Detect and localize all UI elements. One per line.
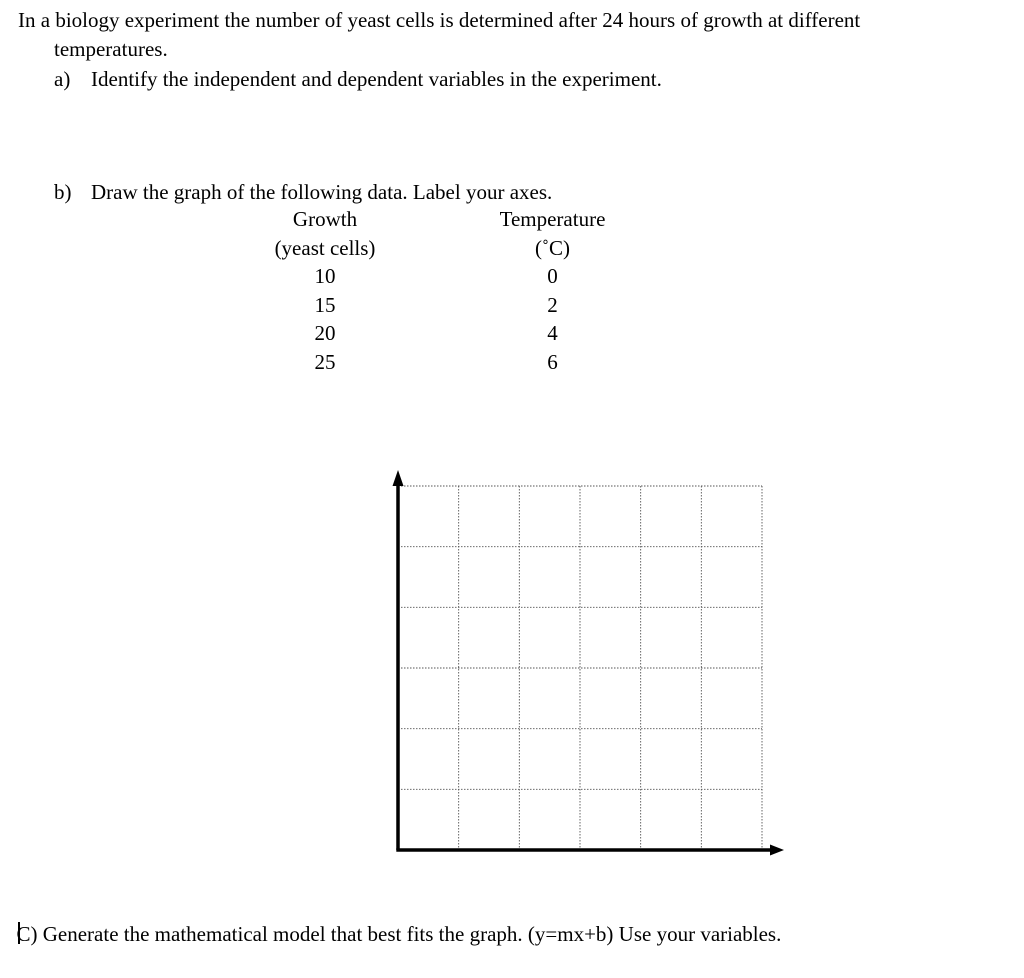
y-axis-arrow-icon: [393, 470, 404, 486]
growth-column: [240, 205, 410, 376]
grid-lines: [398, 486, 762, 850]
growth-value: 10: [314, 264, 336, 288]
question-b-marker: b): [54, 180, 72, 204]
temperature-value: 2: [547, 292, 558, 317]
intro-line-2: temperatures.: [54, 37, 168, 61]
question-b-text: Draw the graph of the following data. Label your axes.: [91, 180, 553, 204]
growth-value: 25: [314, 349, 336, 374]
growth-value: 15: [314, 292, 336, 317]
temperature-value: 0: [547, 264, 558, 288]
intro-line-1: In a biology experiment the number of yeast cells is determined after 24 hours of growth at different: [18, 8, 861, 32]
temperature-unit: (˚C): [535, 235, 570, 260]
temperature-value: 4: [547, 321, 558, 345]
question-c: [18, 921, 781, 947]
question-a-text: Identify the independent and dependent variables in the experiment.: [91, 67, 662, 91]
temperature-header: Temperature: [499, 207, 606, 231]
temperature-value: 6: [547, 349, 558, 374]
question-b: [54, 179, 552, 205]
question-a: [54, 66, 662, 92]
blank-graph-grid[interactable]: [380, 460, 790, 865]
growth-header: Growth: [292, 207, 358, 231]
growth-unit: (yeast cells): [274, 235, 376, 260]
question-a-marker: a): [54, 67, 71, 91]
growth-value: 20: [314, 321, 336, 345]
x-axis-arrow-icon: [770, 845, 784, 856]
question-c-text: C) Generate the mathematical model that best fits the graph. (y=mx+b) Use your variables.: [16, 922, 782, 946]
temperature-column: [470, 205, 635, 376]
